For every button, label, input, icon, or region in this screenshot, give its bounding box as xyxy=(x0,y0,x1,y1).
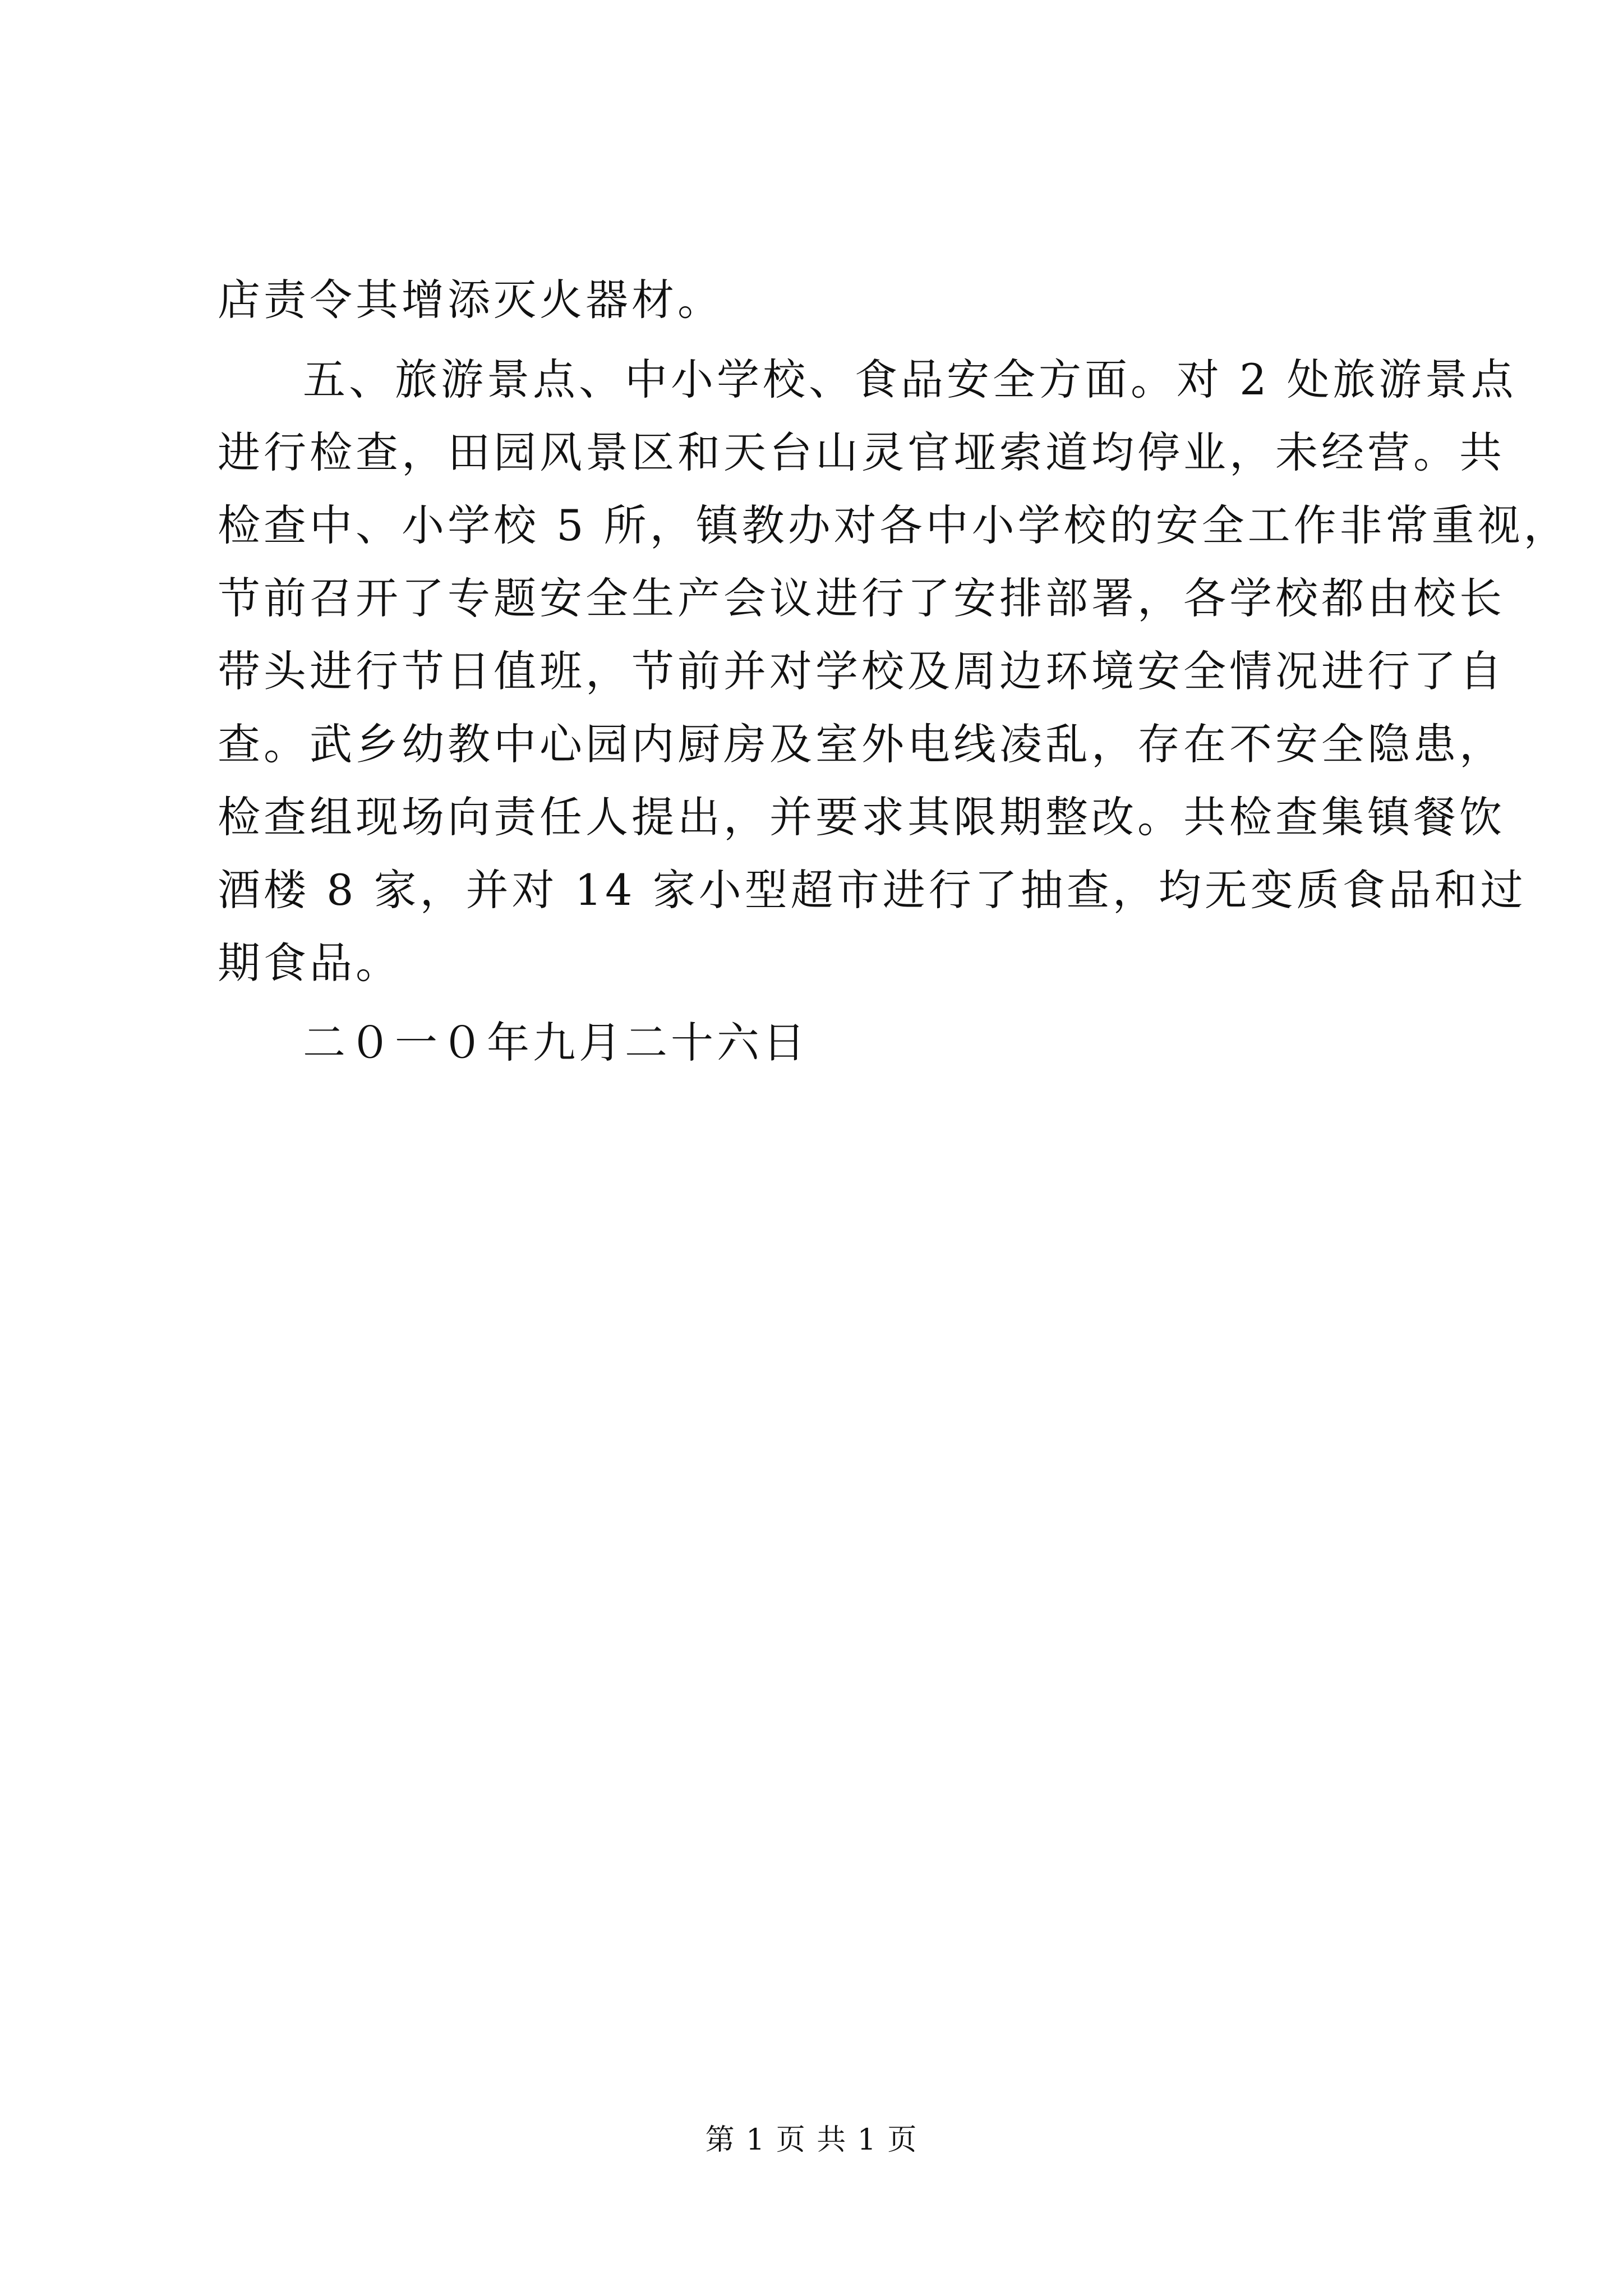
text-line: 带头进行节日值班，节前并对学校及周边环境安全情况进行了自 xyxy=(218,646,1505,696)
text-line: 五、旅游景点、中小学校、食品安全方面。对 2 处旅游景点 xyxy=(303,355,1517,404)
text-line: 酒楼 8 家，并对 14 家小型超市进行了抽查，均无变质食品和过 xyxy=(218,865,1527,915)
paragraph-gap xyxy=(218,337,1418,343)
document-body xyxy=(218,264,1570,1079)
paragraph-tourism-school-food-safety xyxy=(218,343,1570,1000)
text-line: 检查组现场向责任人提出，并要求其限期整改。共检查集镇餐饮 xyxy=(218,792,1505,842)
text-line: 节前召开了专题安全生产会议进行了安排部署，各学校都由校长 xyxy=(218,573,1505,623)
page-footer: 第 1 页 共 1 页 xyxy=(705,2123,918,2157)
text-line: 查。武乡幼教中心园内厨房及室外电线凌乱，存在不安全隐患， xyxy=(218,719,1505,769)
document-date: 二０一０年九月二十六日 xyxy=(303,1018,809,1068)
text-line: 期食品。 xyxy=(218,938,402,988)
text-line: 进行检查，田园风景区和天台山灵官垭索道均停业，未经营。共 xyxy=(218,427,1505,477)
text-line: 检查中、小学校 5 所，镇教办对各中小学校的安全工作非常重视， xyxy=(218,500,1570,550)
paragraph-fire-equipment xyxy=(218,264,1418,337)
text-line: 店责令其增添灭火器材。 xyxy=(218,275,723,325)
